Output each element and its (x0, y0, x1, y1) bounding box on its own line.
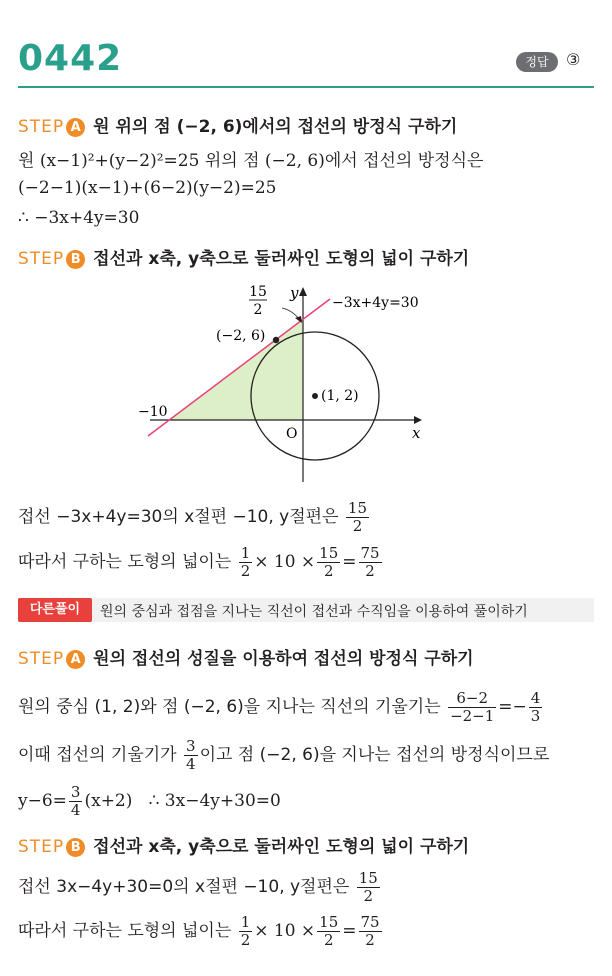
y-intercept-denominator: 2 (253, 302, 263, 318)
step-a1-line3: ∴ −3x+4y=30 (18, 208, 140, 228)
intercept-text: 접선 3x−4y+30=0의 x절편 −10, y절편은 (18, 877, 350, 897)
step-letter-badge: A (66, 650, 85, 669)
step-b2-area (18, 914, 384, 949)
answer-value: ③ (566, 50, 581, 69)
slope-value: $\frac{4}{3}$ (530, 689, 541, 725)
tangent-slope-text: 이때 접선의 기울기가 (18, 745, 177, 765)
y-axis-arrow (299, 287, 307, 296)
step-a2-line1 (18, 690, 544, 725)
step-a2-heading (18, 644, 474, 669)
step-a1-line2: (−2−1)(x−1)+(6−2)(y−2)=25 (18, 178, 277, 198)
y-axis-label: y (290, 284, 299, 302)
answer-badge: 정답 (516, 52, 558, 72)
slope-fraction: $\frac{6-2}{-2-1}$ (450, 689, 495, 725)
step-letter-badge: A (66, 118, 85, 137)
tangent-slope-post: 이고 점 (−2, 6)을 지나는 접선의 방정식이므로 (199, 745, 550, 765)
area-text: 따라서 구하는 도형의 넓이는 (18, 552, 232, 572)
x-intercept-label: −10 (138, 404, 168, 420)
alt-solution-badge: 다른풀이 (18, 598, 92, 622)
fraction-fifteen-halves: $\frac{15}{2}$ (319, 913, 339, 949)
step-a1-line1: 원 (x−1)²+(y−2)²=25 위의 점 (−2, 6)에서 접선의 방정식은 (18, 151, 484, 171)
step-b2-heading (18, 832, 469, 857)
step-b2-intercepts (18, 870, 382, 905)
y-intercept-fraction: $\frac{15}{2}$ (358, 869, 378, 905)
slope-eq: =− (498, 697, 527, 717)
tangent-point-label: (−2, 6) (216, 328, 266, 344)
x-axis-arrow (414, 416, 422, 424)
step-a1-heading (18, 112, 457, 137)
y-intercept-fraction: $\frac{15}{2}$ (347, 499, 368, 535)
step-b1-heading (18, 244, 469, 269)
fraction-one-half: $\frac{1}{2}$ (240, 544, 251, 580)
area-eq: = (342, 552, 357, 572)
step-a2-line3 (18, 784, 281, 819)
origin-label: O (286, 426, 298, 442)
center-point (312, 393, 318, 399)
area-mid: × 10 × (254, 552, 316, 572)
step-title: 접선과 x축, y축으로 둘러싸인 도형의 넓이 구하기 (93, 837, 470, 857)
alt-solution-text: 원의 중심과 접점을 지나는 직선이 접선과 수직임을 이용하여 풀이하기 (100, 604, 528, 620)
fraction-result: $\frac{75}{2}$ (360, 913, 380, 949)
fraction-fifteen-halves: $\frac{15}{2}$ (319, 544, 339, 580)
slope-text: 원의 중심 (1, 2)와 점 (−2, 6)을 지나는 직선의 기울기는 (18, 697, 441, 717)
equation-pre: y−6= (18, 791, 67, 811)
step-title: 원의 접선의 성질을 이용하여 접선의 방정식 구하기 (93, 649, 474, 669)
step-label: STEP (18, 649, 65, 669)
step-label: STEP (18, 117, 65, 137)
step-letter-badge: B (66, 838, 85, 857)
problem-number: 0442 (18, 38, 123, 79)
tangent-graph (120, 276, 440, 486)
header-rule (18, 86, 594, 88)
y-intercept-numerator: 15 (249, 284, 267, 300)
step-letter-badge: B (66, 250, 85, 269)
x-axis-label: x (412, 424, 421, 442)
equation-fraction: $\frac{3}{4}$ (70, 783, 81, 819)
tangent-line-label: −3x+4y=30 (332, 295, 419, 311)
area-text: 따라서 구하는 도형의 넓이는 (18, 921, 232, 941)
fraction-one-half: $\frac{1}{2}$ (240, 913, 251, 949)
area-mid: × 10 × (254, 921, 316, 941)
step-label: STEP (18, 837, 65, 857)
tangent-slope-fraction: $\frac{3}{4}$ (186, 737, 196, 773)
step-b1-area (18, 545, 384, 580)
step-b1-intercepts (18, 500, 371, 535)
intercept-text: 접선 −3x+4y=30의 x절편 −10, y절편은 (18, 507, 339, 527)
step-a2-line2 (18, 738, 549, 773)
center-label: (1, 2) (321, 388, 359, 404)
step-label: STEP (18, 249, 65, 269)
equation-post: (x+2) ∴ 3x−4y+30=0 (84, 791, 281, 811)
area-eq: = (342, 921, 357, 941)
step-title: 원 위의 점 (−2, 6)에서의 접선의 방정식 구하기 (93, 117, 458, 137)
fraction-result: $\frac{75}{2}$ (360, 544, 380, 580)
tangent-point (273, 337, 279, 343)
step-title: 접선과 x축, y축으로 둘러싸인 도형의 넓이 구하기 (93, 249, 470, 269)
